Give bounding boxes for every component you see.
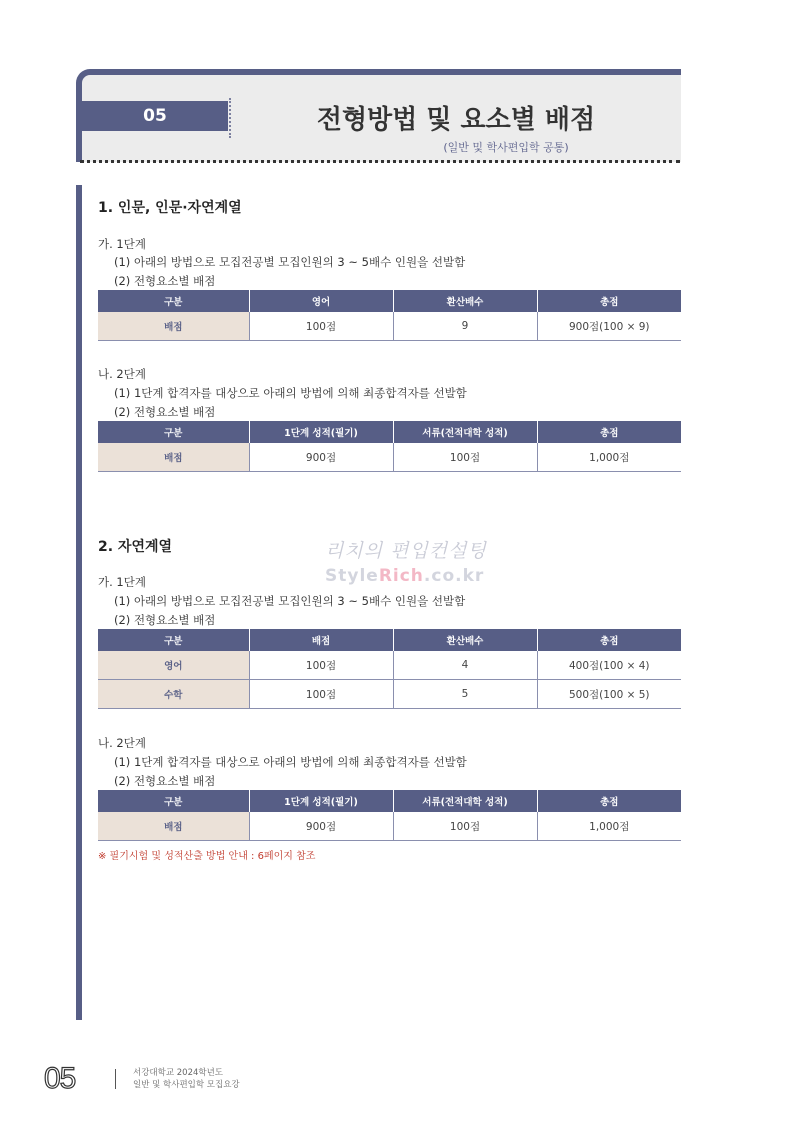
table-cell: 900점(100 × 9) (537, 312, 681, 341)
table-row (98, 443, 681, 472)
table-header-row (98, 290, 681, 312)
section1-stage2-table (98, 421, 681, 472)
section2-stage2-table (98, 790, 681, 841)
header-dotted-rule (80, 160, 680, 163)
table-header-cell: 총점 (537, 421, 681, 443)
footer-caption (133, 1067, 240, 1091)
section2-stage1-label: 가. 1단계 (98, 575, 146, 589)
section2-stage2-label: 나. 2단계 (98, 736, 146, 750)
table-header-cell: 구분 (98, 629, 249, 651)
table-header-cell: 영어 (249, 290, 393, 312)
table-header-row (98, 629, 681, 651)
table-header-cell: 환산배수 (393, 290, 537, 312)
table-header-cell: 구분 (98, 421, 249, 443)
table-cell: 100점 (393, 812, 537, 841)
left-accent-bar (76, 185, 82, 1020)
watermark-url (325, 566, 484, 586)
section2-stage2-line2: (2) 전형요소별 배점 (114, 774, 216, 788)
section2-heading: 2. 자연계열 (98, 539, 173, 555)
row-header-cell: 배점 (98, 312, 249, 341)
table-cell: 1,000점 (537, 812, 681, 841)
reference-note: ※ 필기시험 및 성적산출 방법 안내 : 6페이지 참조 (98, 851, 316, 862)
footer-line1: 서강대학교 2024학년도 (133, 1068, 224, 1078)
table-cell: 100점 (249, 312, 393, 341)
footer-divider (115, 1069, 116, 1089)
row-header-cell: 배점 (98, 812, 249, 841)
table-cell: 900점 (249, 812, 393, 841)
watermark-url-accent: Rich (378, 566, 424, 586)
table-cell: 100점 (393, 443, 537, 472)
section2-stage1-line2: (2) 전형요소별 배점 (114, 613, 216, 627)
watermark-url-part: .co.kr (423, 566, 485, 586)
table-cell: 1,000점 (537, 443, 681, 472)
table-header-cell: 1단계 성적(필기) (249, 421, 393, 443)
row-header-cell: 수학 (98, 680, 249, 709)
section2-stage2-line1: (1) 1단계 합격자를 대상으로 아래의 방법에 의해 최종합격자를 선발함 (114, 755, 467, 769)
section2-stage1-table (98, 629, 681, 709)
section2-stage1-line1: (1) 아래의 방법으로 모집전공별 모집인원의 3 ~ 5배수 인원을 선발함 (114, 594, 466, 608)
section1-stage2-line2: (2) 전형요소별 배점 (114, 405, 216, 419)
table-cell: 100점 (249, 651, 393, 680)
watermark-url-part: Style (325, 566, 379, 586)
table-row (98, 812, 681, 841)
row-header-cell: 영어 (98, 651, 249, 680)
table-header-row (98, 790, 681, 812)
table-row (98, 680, 681, 709)
footer-line2: 일반 및 학사편입학 모집요강 (133, 1080, 240, 1090)
table-header-cell: 총점 (537, 790, 681, 812)
table-row (98, 312, 681, 341)
table-header-cell: 총점 (537, 629, 681, 651)
table-header-cell: 구분 (98, 790, 249, 812)
section1-stage1-line1: (1) 아래의 방법으로 모집전공별 모집인원의 3 ~ 5배수 인원을 선발함 (114, 255, 466, 269)
table-cell: 4 (393, 651, 537, 680)
table-header-cell: 1단계 성적(필기) (249, 790, 393, 812)
section1-stage1-table (98, 290, 681, 341)
table-header-cell: 환산배수 (393, 629, 537, 651)
section1-stage2-line1: (1) 1단계 합격자를 대상으로 아래의 방법에 의해 최종합격자를 선발함 (114, 386, 467, 400)
table-cell: 100점 (249, 680, 393, 709)
footer-page-number: 05 (44, 1062, 76, 1095)
table-header-cell: 서류(전적대학 성적) (393, 421, 537, 443)
header-divider (229, 98, 231, 138)
table-header-cell: 서류(전적대학 성적) (393, 790, 537, 812)
watermark-text: 리치의 편입컨설팅 (325, 540, 487, 562)
table-cell: 5 (393, 680, 537, 709)
table-row (98, 651, 681, 680)
table-cell: 400점(100 × 4) (537, 651, 681, 680)
row-header-cell: 배점 (98, 443, 249, 472)
table-header-cell: 총점 (537, 290, 681, 312)
section1-stage1-label: 가. 1단계 (98, 237, 146, 251)
table-header-cell: 배점 (249, 629, 393, 651)
table-header-cell: 구분 (98, 290, 249, 312)
page-title: 전형방법 및 요소별 배점 (316, 105, 596, 135)
section-number: 05 (82, 101, 228, 131)
section1-stage1-line2: (2) 전형요소별 배점 (114, 274, 216, 288)
table-cell: 900점 (249, 443, 393, 472)
table-header-row (98, 421, 681, 443)
table-cell: 9 (393, 312, 537, 341)
section1-heading: 1. 인문, 인문·자연계열 (98, 200, 242, 216)
table-cell: 500점(100 × 5) (537, 680, 681, 709)
section1-stage2-label: 나. 2단계 (98, 367, 146, 381)
page-subtitle: (일반 및 학사편입학 공통) (443, 141, 569, 154)
